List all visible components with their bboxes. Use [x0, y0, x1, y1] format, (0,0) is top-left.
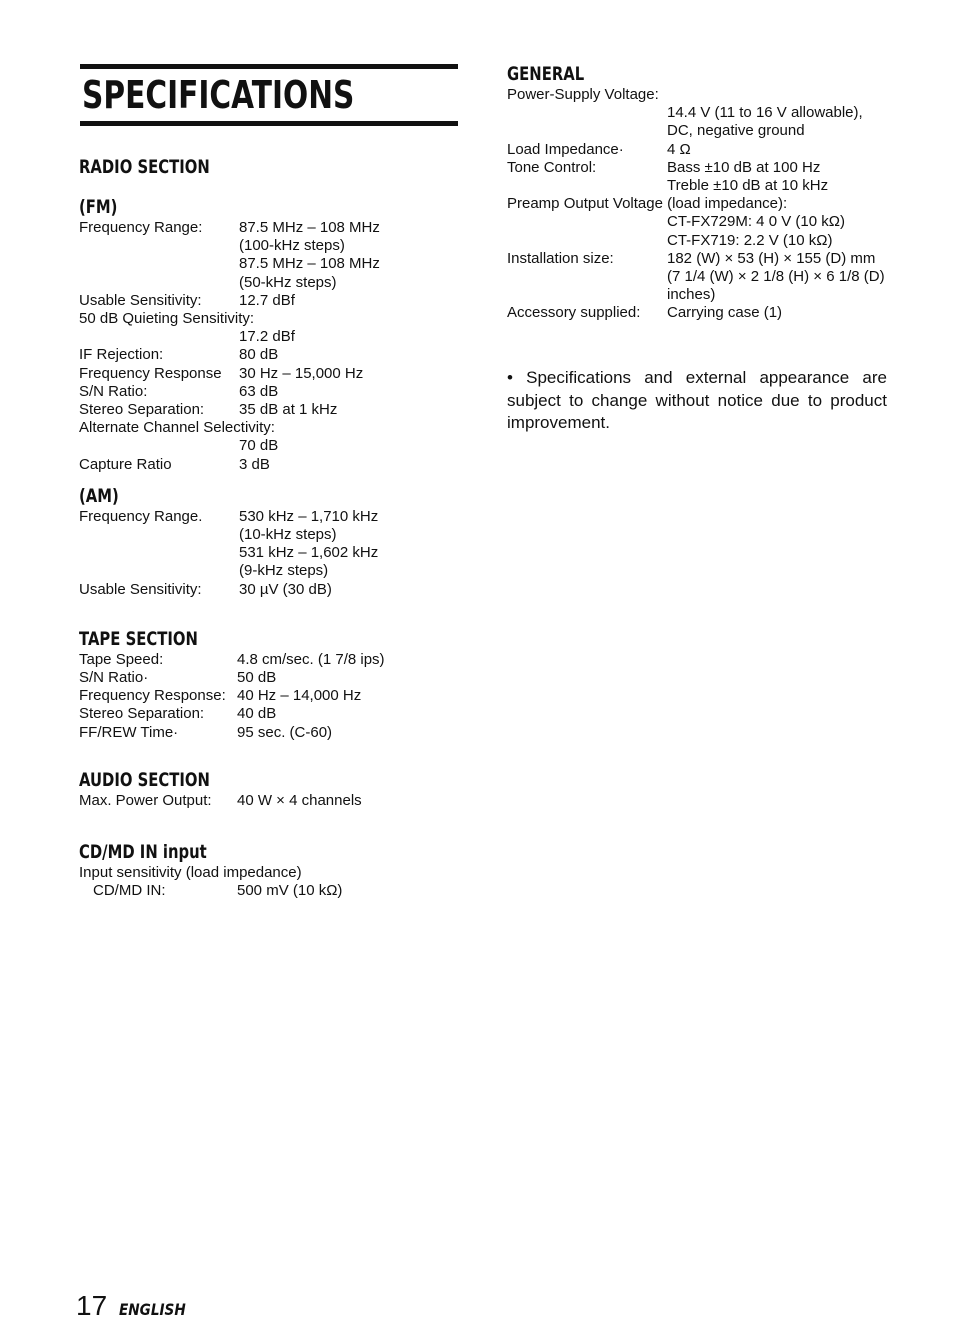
cdmd-in: CD/MD IN: 500 mV (10 kΩ)	[93, 882, 343, 900]
fm-alternate-label: Alternate Channel Selectivity:	[79, 419, 275, 437]
tape-ffrew-time: FF/REW Time· 95 sec. (C-60)	[79, 723, 333, 741]
cdmd-specs	[79, 864, 469, 900]
cdmd-sensitivity-label: Input sensitivity (load impedance)	[79, 864, 302, 882]
left-column	[79, 155, 469, 900]
page-footer	[76, 1290, 198, 1322]
fm-quieting-label: 50 dB Quieting Sensitivity:	[79, 310, 255, 328]
fm-sn-ratio: S/N Ratio: 63 dB	[79, 382, 279, 400]
fm-alternate-value: 70 dB	[239, 437, 279, 455]
fm-stereo-separation: Stereo Separation: 35 dB at 1 kHz	[79, 401, 338, 419]
general-specs: Power-Supply Voltage: 14.4 V (11 to 16 V allowable), DC, negative ground Load Impedance· 4 Ω Tone Control: Bass ±10 dB at 100 Hz Treble ±10 dB at 10 kHz Preamp Output Voltage (load impedance): CT-FX729M: 4 0 V (10 kΩ) CT-FX719: 2.2 V (10 kΩ) Installation size: 182 (W) × 53 (H) × 155 (D) mm (7 1/4 (W) × 2 1/8 (H) × 6 1/8 (D) inches) Accessory supplied: Carrying case (1)	[507, 86, 907, 323]
fm-frequency-range: Frequency Range: 87.5 MHz – 108 MHz	[79, 219, 380, 236]
page-number: 17	[76, 1290, 108, 1321]
general-preamp-label: Preamp Output Voltage (load impedance):	[507, 195, 788, 213]
audio-specs	[79, 792, 469, 810]
general-load-impedance: Load Impedance· 4 Ω	[507, 140, 691, 158]
tape-sn-ratio: S/N Ratio· 50 dB	[79, 669, 277, 687]
page-title: SPECIFICATIONS	[82, 73, 355, 117]
am-frequency-range: Frequency Range. 530 kHz – 1,710 kHz	[79, 507, 379, 525]
fm-specs: Frequency Range: 87.5 MHz – 108 MHz (100-kHz steps) 87.5 MHz – 108 MHz (50-kHz steps) Usable Sensitivity: 12.7 dBf 50 dB Quieting Sensitivity: 17.2 dBf IF Rejection: 80 dB Frequency Response 30 Hz – 15,000 Hz S/N Ratio: 63 dB Stereo Separation: 35 dB at 1 kHz Alternate Channel Selectivity: 70 dB Capture Ratio 3 dB	[79, 219, 469, 474]
tape-stereo-separation: Stereo Separation: 40 dB	[79, 705, 277, 723]
fm-heading: (FM)	[79, 196, 118, 218]
am-usable-sensitivity: Usable Sensitivity: 30 µV (30 dB)	[79, 580, 332, 598]
am-specs: Frequency Range. 530 kHz – 1,710 kHz (10-kHz steps) 531 kHz – 1,602 kHz (9-kHz steps) Usable Sensitivity: 30 µV (30 dB)	[79, 508, 469, 599]
fm-quieting-value: 17.2 dBf	[239, 328, 295, 346]
fm-if-rejection: IF Rejection: 80 dB	[79, 346, 279, 364]
general-section-heading: GENERAL	[507, 63, 585, 85]
fm-usable-sensitivity: Usable Sensitivity: 12.7 dBf	[79, 291, 295, 309]
cdmd-section-heading: CD/MD IN input	[79, 841, 207, 864]
specifications-note: • Specifications and external appearance are subject to change without notice due to product improvement.	[507, 368, 887, 432]
fm-frequency-response: Frequency Response 30 Hz – 15,000 Hz	[79, 364, 364, 382]
general-power-label: Power-Supply Voltage:	[507, 86, 659, 103]
language-label: ENGLISH	[119, 1300, 186, 1319]
tape-frequency-response: Frequency Response: 40 Hz – 14,000 Hz	[79, 687, 362, 705]
general-tone-control: Tone Control: Bass ±10 dB at 100 Hz	[507, 158, 821, 176]
tape-specs	[79, 651, 469, 742]
right-column	[507, 62, 907, 323]
title-rule-bottom	[80, 121, 458, 126]
audio-section-heading: AUDIO SECTION	[79, 768, 210, 791]
audio-max-power: Max. Power Output: 40 W × 4 channels	[79, 791, 362, 809]
general-installation-size: Installation size: 182 (W) × 53 (H) × 155 (D) mm	[507, 249, 876, 267]
general-accessory: Accessory supplied: Carrying case (1)	[507, 304, 783, 322]
tape-section-heading: TAPE SECTION	[79, 627, 198, 650]
tape-speed: Tape Speed: 4.8 cm/sec. (1 7/8 ips)	[79, 650, 385, 668]
am-heading: (AM)	[79, 484, 119, 507]
title-rule-top	[80, 64, 458, 69]
fm-capture-ratio: Capture Ratio 3 dB	[79, 455, 270, 473]
radio-section-heading: RADIO SECTION	[79, 156, 210, 178]
